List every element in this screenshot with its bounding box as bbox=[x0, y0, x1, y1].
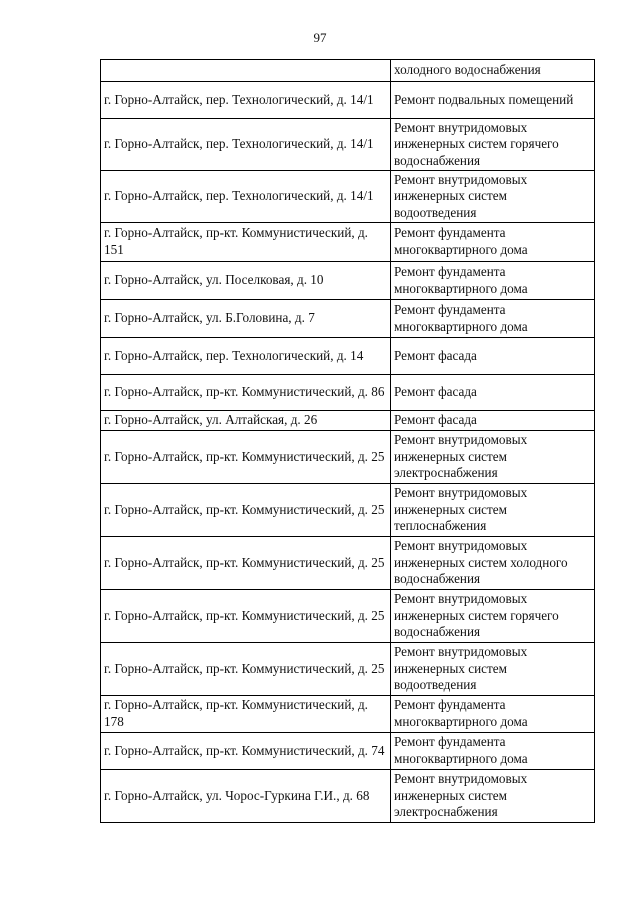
table-row bbox=[101, 770, 595, 823]
table-row bbox=[101, 119, 595, 171]
table-row bbox=[101, 411, 595, 431]
work-type-cell: Ремонт внутридомовых инженерных систем горячего водоснабжения bbox=[391, 590, 595, 643]
address-cell: г. Горно-Алтайск, ул. Алтайская, д. 26 bbox=[101, 411, 391, 431]
work-type-cell: Ремонт подвальных помещений bbox=[391, 82, 595, 119]
table-row bbox=[101, 82, 595, 119]
work-type-cell: Ремонт фундамента многоквартирного дома bbox=[391, 696, 595, 733]
table-row bbox=[101, 223, 595, 262]
work-type-cell: Ремонт фундамента многоквартирного дома bbox=[391, 262, 595, 300]
works-table bbox=[100, 59, 595, 823]
table-row bbox=[101, 262, 595, 300]
address-cell: г. Горно-Алтайск, пер. Технологический, д. 14 bbox=[101, 338, 391, 375]
work-type-cell: Ремонт внутридомовых инженерных систем электроснабжения bbox=[391, 431, 595, 484]
works-table-body bbox=[101, 60, 595, 823]
table-row bbox=[101, 643, 595, 696]
table-row bbox=[101, 300, 595, 338]
table-row bbox=[101, 484, 595, 537]
table-row bbox=[101, 60, 595, 82]
table-row bbox=[101, 431, 595, 484]
work-type-cell: Ремонт фундамента многоквартирного дома bbox=[391, 733, 595, 770]
work-type-cell: Ремонт внутридомовых инженерных систем водоотведения bbox=[391, 171, 595, 223]
work-type-cell: Ремонт внутридомовых инженерных систем горячего водоснабжения bbox=[391, 119, 595, 171]
address-cell: г. Горно-Алтайск, ул. Б.Головина, д. 7 bbox=[101, 300, 391, 338]
work-type-cell: Ремонт фасада bbox=[391, 375, 595, 411]
table-row bbox=[101, 171, 595, 223]
work-type-cell: Ремонт фасада bbox=[391, 338, 595, 375]
table-row bbox=[101, 590, 595, 643]
address-cell: г. Горно-Алтайск, пр-кт. Коммунистический, д. 25 bbox=[101, 643, 391, 696]
address-cell: г. Горно-Алтайск, пр-кт. Коммунистический, д. 25 bbox=[101, 431, 391, 484]
work-type-cell: Ремонт внутридомовых инженерных систем холодного водоснабжения bbox=[391, 537, 595, 590]
address-cell: г. Горно-Алтайск, пр-кт. Коммунистический, д. 74 bbox=[101, 733, 391, 770]
work-type-cell: холодного водоснабжения bbox=[391, 60, 595, 82]
table-row bbox=[101, 537, 595, 590]
table-row bbox=[101, 375, 595, 411]
address-cell: г. Горно-Алтайск, пр-кт. Коммунистический, д. 25 bbox=[101, 537, 391, 590]
address-cell: г. Горно-Алтайск, пр-кт. Коммунистический, д. 178 bbox=[101, 696, 391, 733]
address-cell: г. Горно-Алтайск, ул. Поселковая, д. 10 bbox=[101, 262, 391, 300]
address-cell: г. Горно-Алтайск, пер. Технологический, д. 14/1 bbox=[101, 82, 391, 119]
address-cell: г. Горно-Алтайск, пер. Технологический, д. 14/1 bbox=[101, 119, 391, 171]
address-cell: г. Горно-Алтайск, пер. Технологический, д. 14/1 bbox=[101, 171, 391, 223]
table-row bbox=[101, 696, 595, 733]
work-type-cell: Ремонт внутридомовых инженерных систем водоотведения bbox=[391, 643, 595, 696]
address-cell: г. Горно-Алтайск, пр-кт. Коммунистический, д. 151 bbox=[101, 223, 391, 262]
work-type-cell: Ремонт внутридомовых инженерных систем теплоснабжения bbox=[391, 484, 595, 537]
address-cell: г. Горно-Алтайск, пр-кт. Коммунистический, д. 25 bbox=[101, 484, 391, 537]
address-cell bbox=[101, 60, 391, 82]
address-cell: г. Горно-Алтайск, пр-кт. Коммунистический, д. 86 bbox=[101, 375, 391, 411]
address-cell: г. Горно-Алтайск, пр-кт. Коммунистический, д. 25 bbox=[101, 590, 391, 643]
table-row bbox=[101, 338, 595, 375]
work-type-cell: Ремонт фундамента многоквартирного дома bbox=[391, 300, 595, 338]
work-type-cell: Ремонт фундамента многоквартирного дома bbox=[391, 223, 595, 262]
work-type-cell: Ремонт фасада bbox=[391, 411, 595, 431]
page-number: 97 bbox=[313, 30, 327, 45]
address-cell: г. Горно-Алтайск, ул. Чорос-Гуркина Г.И., д. 68 bbox=[101, 770, 391, 823]
table-row bbox=[101, 733, 595, 770]
work-type-cell: Ремонт внутридомовых инженерных систем электроснабжения bbox=[391, 770, 595, 823]
